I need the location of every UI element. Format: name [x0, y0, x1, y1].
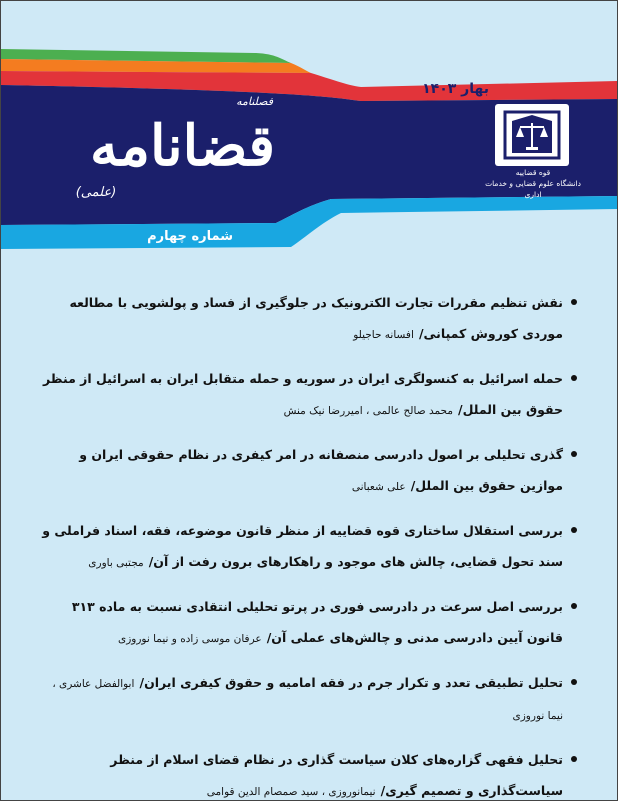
- toc-item[interactable]: [41, 363, 577, 426]
- bullet-icon: [571, 527, 577, 533]
- bullet-icon: [571, 756, 577, 762]
- article-authors: عرفان موسی زاده و نیما نوروزی: [117, 633, 262, 645]
- article-authors: ابوالفضل عاشری ، نیما نوروزی: [52, 678, 563, 722]
- article-authors: مجتبی باوری: [88, 557, 144, 569]
- bullet-icon: [571, 375, 577, 381]
- article-authors: نیمانوروزی ، سید صمصام الدین قوامی: [206, 786, 376, 798]
- article-authors: محمد صالح عالمی ، امیررضا نیک منش: [283, 405, 453, 417]
- bullet-icon: [571, 451, 577, 457]
- bullet-icon: [571, 299, 577, 305]
- article-title: بررسی اصل سرعت در دادرسی فوری در پرتو تحلیلی انتقادی نسبت به ماده ۳۱۳ قانون آیین دادرسی مدنی و چالش‌های عملی آن/: [71, 599, 563, 645]
- masthead-subtitle: (علمی): [75, 185, 117, 200]
- bullet-icon: [571, 679, 577, 685]
- logo-caption-line-2: دانشگاه علوم قضایی و خدمات اداری: [485, 179, 581, 199]
- issue-season: بهار ۱۴۰۳: [422, 81, 489, 97]
- toc-item[interactable]: [41, 515, 577, 578]
- issue-number: شماره چهارم: [147, 229, 233, 244]
- toc-item[interactable]: [41, 439, 577, 502]
- article-title: تحلیل تطبیقی تعدد و تکرار جرم در فقه امامیه و حقوق کیفری ایران/: [139, 675, 563, 690]
- article-title: گذری تحلیلی بر اصول دادرسی منصفانه در امر کیفری در نظام حقوقی ایران و موازین حقوق بین الملل/: [79, 447, 563, 493]
- article-title: تحلیل فقهی گزاره‌های کلان سیاست گذاری در نظام قضای اسلام از منظر سیاست‌گذاری و تصمیم گیری/: [110, 752, 563, 798]
- article-title: حمله اسرائیل به کنسولگری ایران در سوریه و حمله متقابل ایران به اسرائیل از منظر حقوق بین الملل/: [43, 371, 563, 417]
- article-authors: افسانه حاجیلو: [353, 329, 414, 341]
- university-logo: [495, 104, 569, 166]
- toc-item[interactable]: [41, 591, 577, 654]
- article-title: بررسی استقلال ساختاری قوه قضاییه از منظر قانون موضوعه، فقه، اسناد فراملی و سند تحول قضایی، چالش های موجود و راهکارهای برون رفت از آن/: [42, 523, 563, 569]
- toc-item[interactable]: [41, 667, 577, 731]
- article-title: نقش تنظیم مقررات تجارت الکترونیک در جلوگیری از فساد و پولشویی با مطالعه موردی کوروش کمپانی/: [69, 295, 563, 341]
- toc-item[interactable]: [41, 744, 577, 801]
- table-of-contents: [41, 287, 577, 801]
- logo-caption: [485, 167, 581, 200]
- logo-caption-line-1: قوه قضاییه: [515, 168, 551, 177]
- bullet-icon: [571, 603, 577, 609]
- scales-of-justice-icon: [502, 109, 562, 161]
- masthead-prefix: فصلنامه: [236, 95, 273, 108]
- masthead-title: قضانامه: [89, 113, 275, 179]
- toc-item[interactable]: [41, 287, 577, 350]
- article-authors: علی شعبانی: [351, 481, 406, 493]
